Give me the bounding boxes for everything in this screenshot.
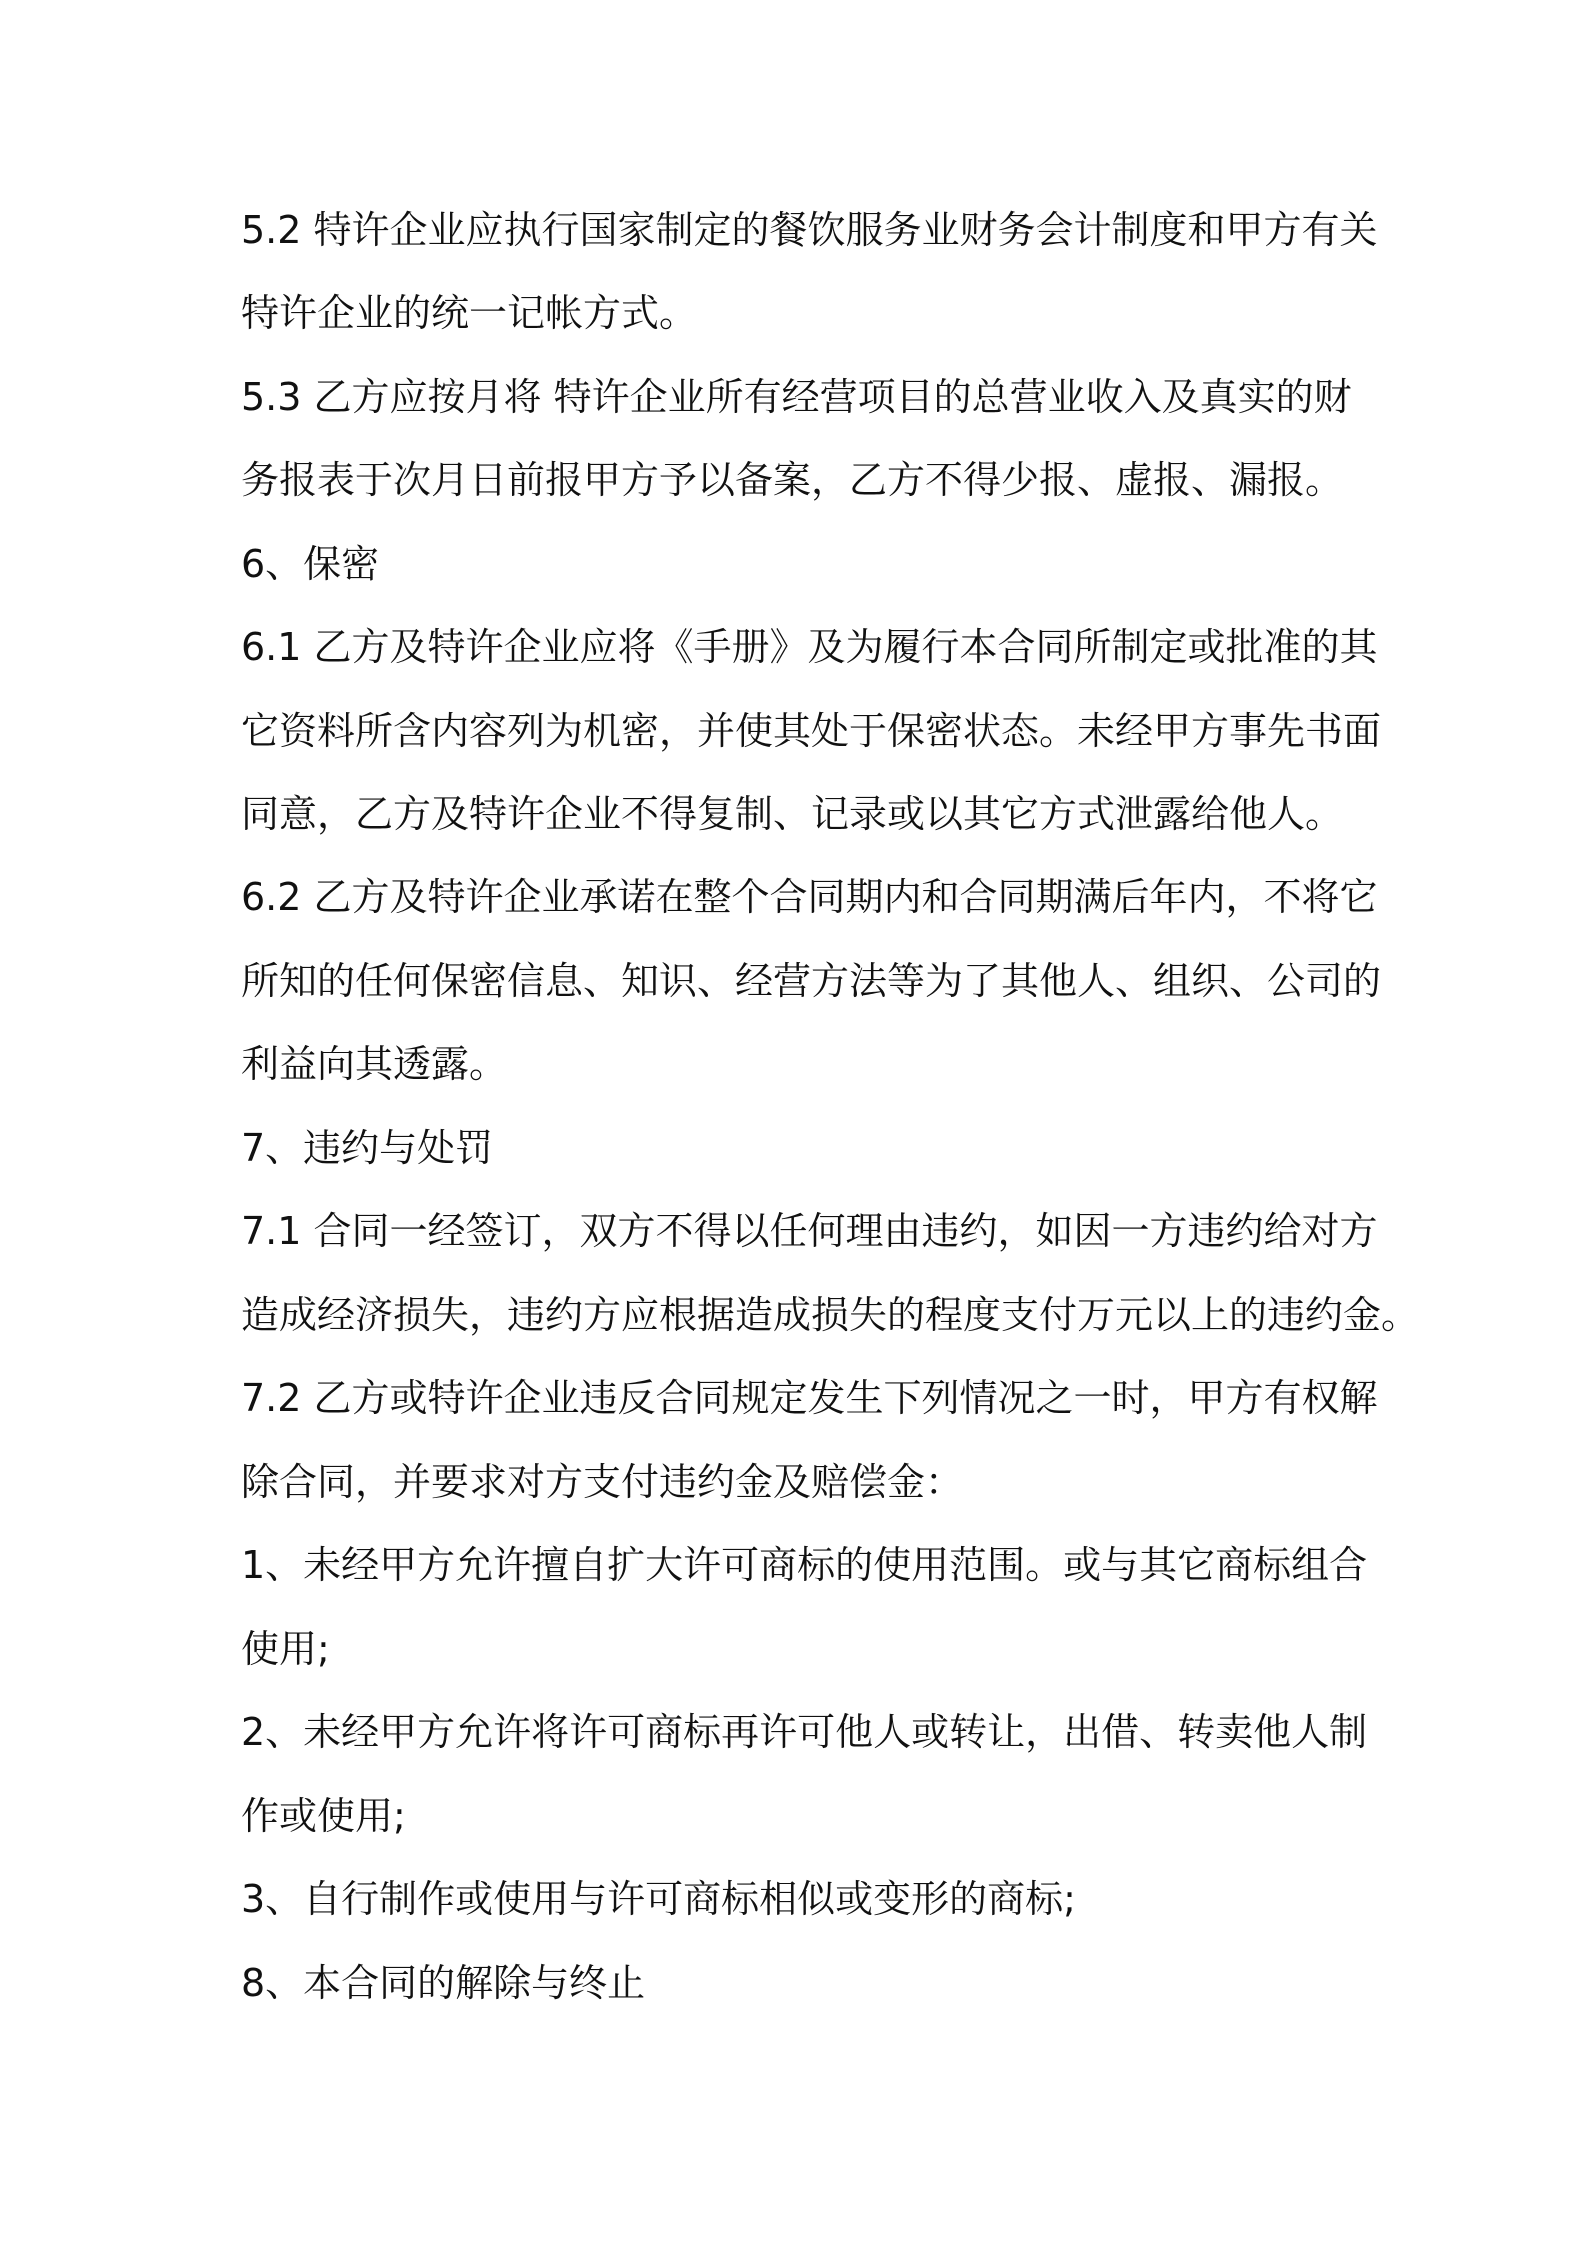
clause-6-1-line-1: 6.1 乙方及特许企业应将《手册》及为履行本合同所制定或批准的其 [241,625,1378,669]
item-1-line-2: 使用; [241,1627,330,1671]
item-1-line-1: 1、未经甲方允许擅自扩大许可商标的使用范围。或与其它商标组合 [241,1543,1368,1587]
item-2-line-2: 作或使用; [241,1794,406,1838]
section-6-heading: 6、保密 [241,542,380,586]
clause-7-2-line-1: 7.2 乙方或特许企业违反合同规定发生下列情况之一时，甲方有权解 [241,1376,1378,1420]
clause-6-2-line-2: 所知的任何保密信息、知识、经营方法等为了其他人、组织、公司的 [241,959,1382,1003]
clause-5-3-line-1: 5.3 乙方应按月将 特许企业所有经营项目的总营业收入及真实的财 [241,375,1352,419]
item-3-line-1: 3、自行制作或使用与许可商标相似或变形的商标; [241,1877,1076,1921]
section-8-heading: 8、本合同的解除与终止 [241,1961,646,2005]
item-2-line-1: 2、未经甲方允许将许可商标再许可他人或转让，出借、转卖他人制 [241,1710,1368,1754]
clause-7-1-line-1: 7.1 合同一经签订，双方不得以任何理由违约，如因一方违约给对方 [241,1209,1378,1253]
section-7-heading: 7、违约与处罚 [241,1126,494,1170]
clause-6-2-line-3: 利益向其透露。 [241,1042,508,1086]
clause-6-1-line-3: 同意，乙方及特许企业不得复制、记录或以其它方式泄露给他人。 [241,792,1344,836]
clause-5-2-line-2: 特许企业的统一记帐方式。 [241,291,698,335]
clause-5-2-line-1: 5.2 特许企业应执行国家制定的餐饮服务业财务会计制度和甲方有关 [241,208,1378,252]
clause-6-2-line-1: 6.2 乙方及特许企业承诺在整个合同期内和合同期满后年内，不将它 [241,875,1378,919]
clause-7-2-line-2: 除合同，并要求对方支付违约金及赔偿金： [241,1460,964,1504]
clause-5-3-line-2: 务报表于次月日前报甲方予以备案，乙方不得少报、虚报、漏报。 [241,458,1344,502]
clause-6-1-line-2: 它资料所含内容列为机密，并使其处于保密状态。未经甲方事先书面 [241,709,1382,753]
clause-7-1-line-2: 造成经济损失，违约方应根据造成损失的程度支付万元以上的违约金。 [241,1293,1420,1337]
